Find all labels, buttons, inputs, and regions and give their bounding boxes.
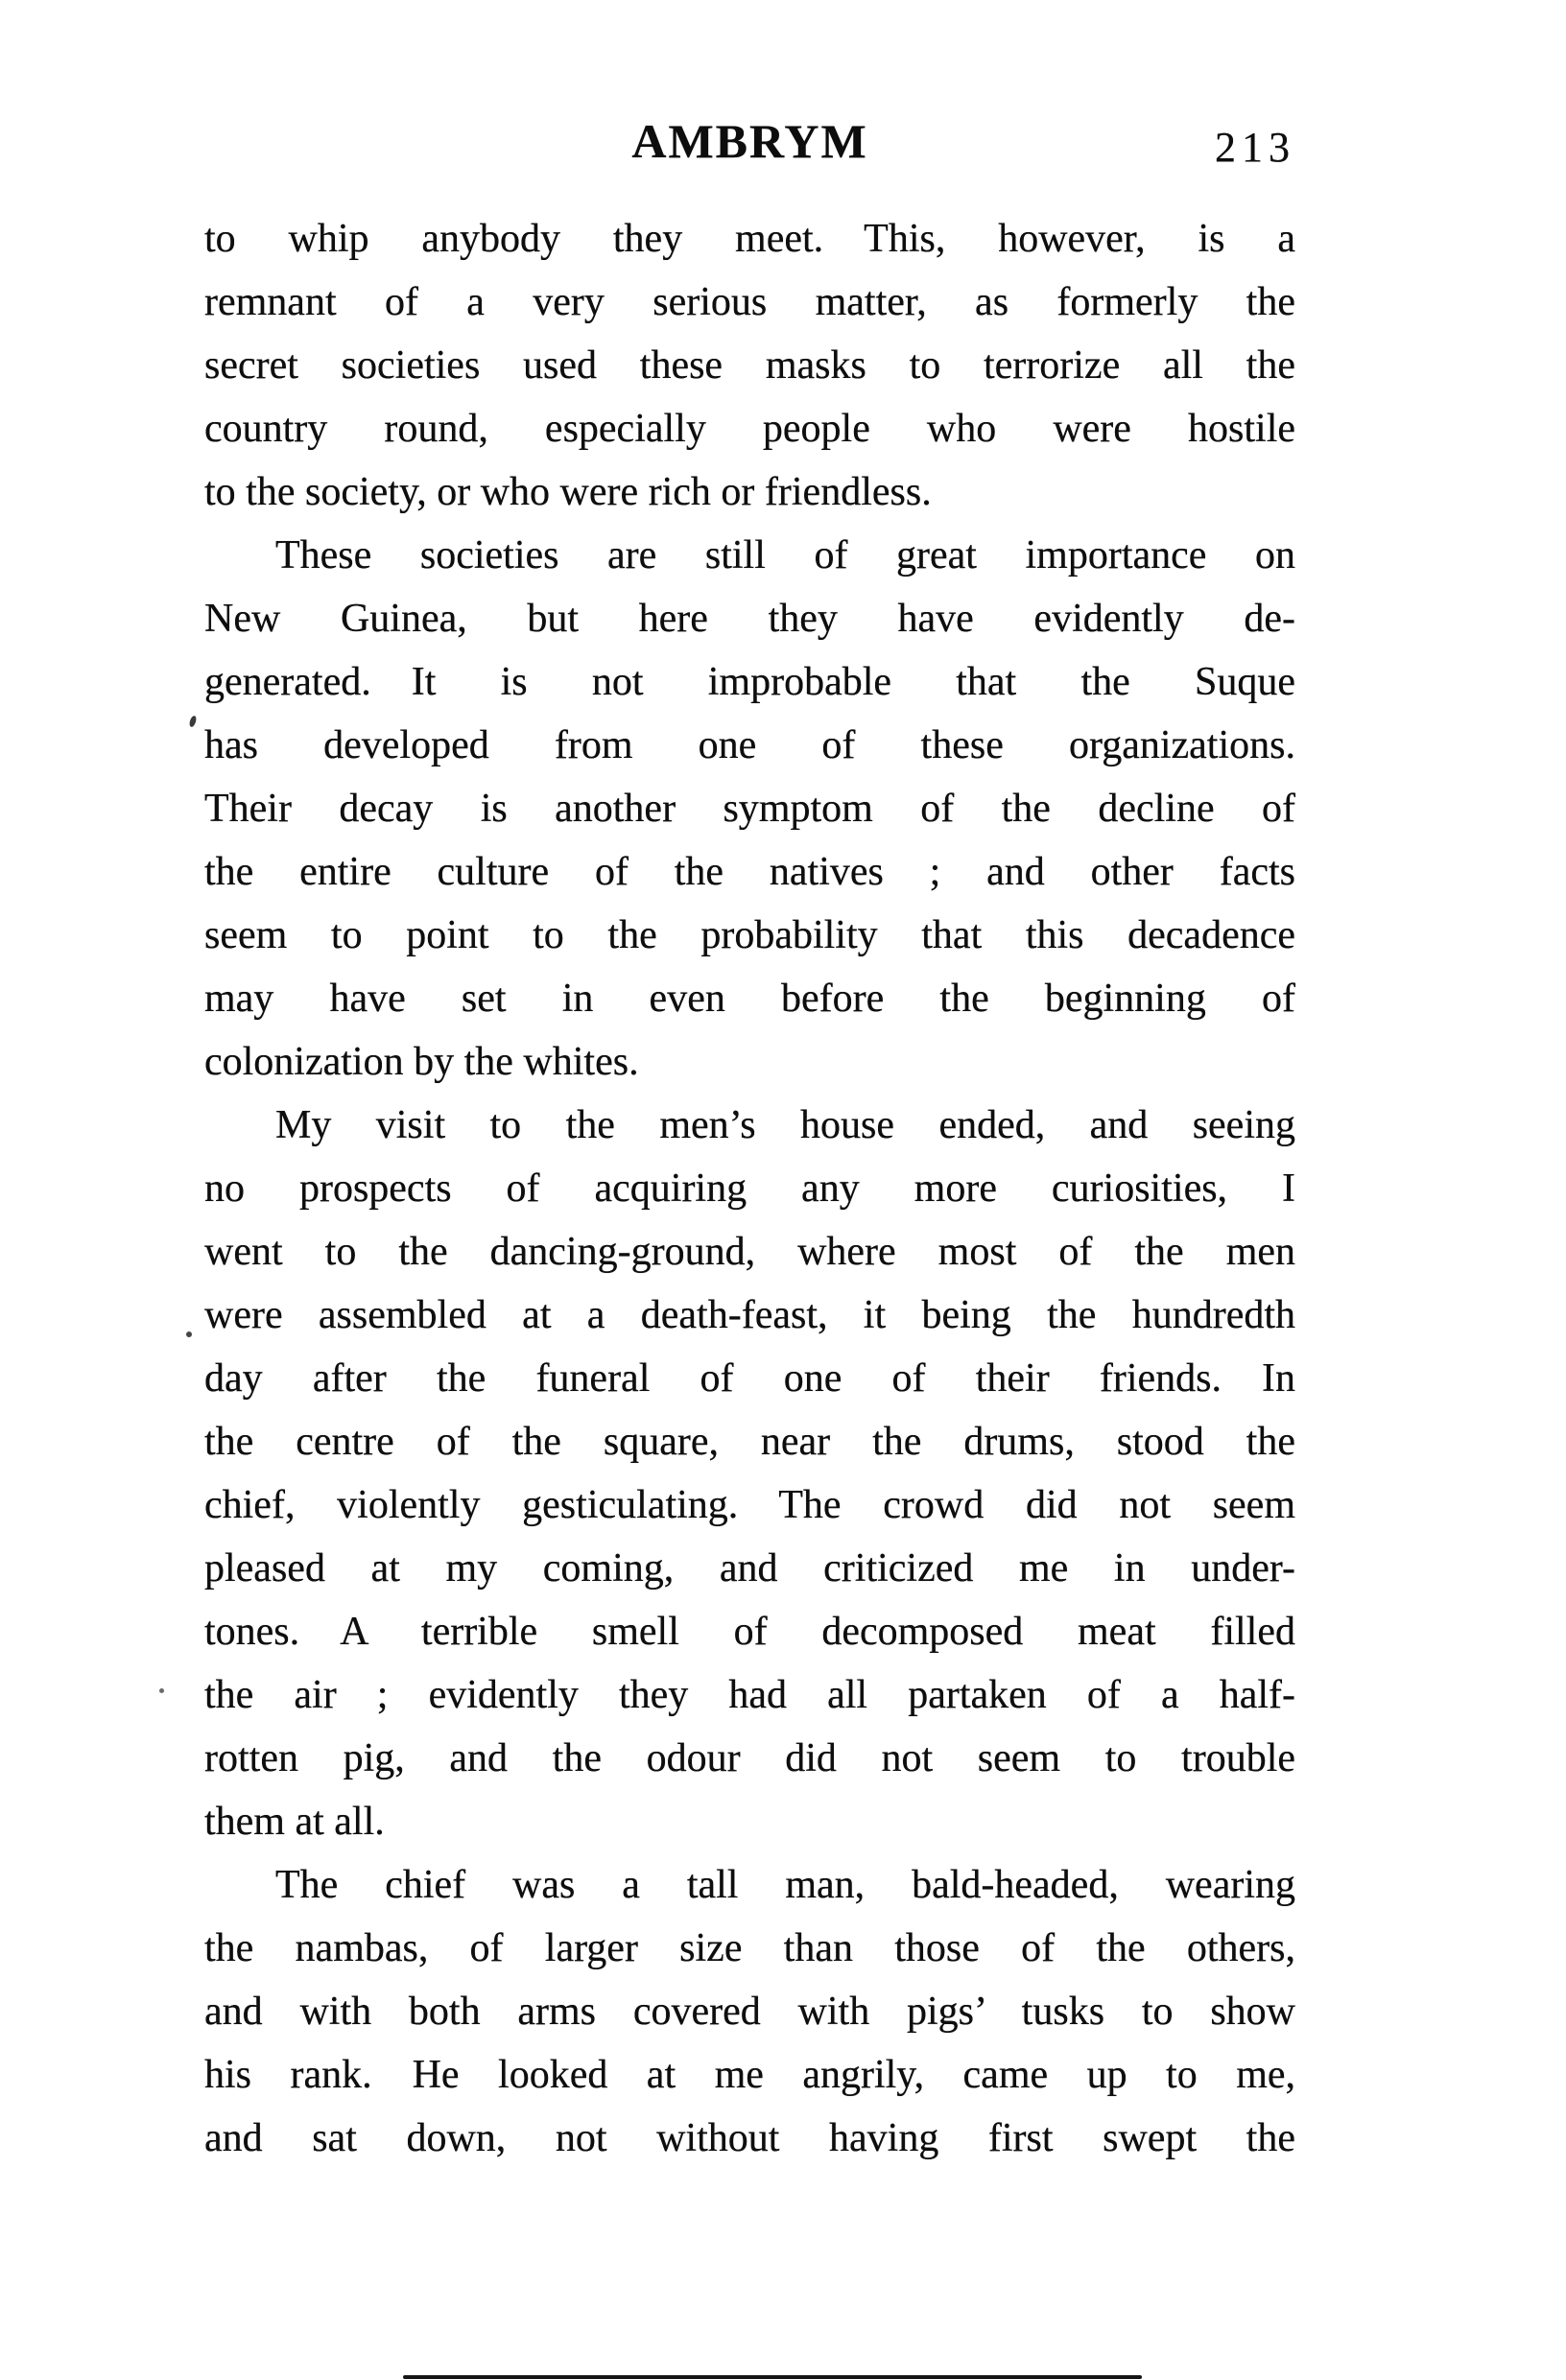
paragraph <box>204 1094 1295 1853</box>
text-line: his rank. He looked at me angrily, came up to me, <box>204 2053 1295 2097</box>
text-line: These societies are still of great importance on <box>275 533 1295 577</box>
text-line: chief, violently gesticulating. The crowd did not seem <box>204 1483 1295 1527</box>
text-line: seem to point to the probability that this decadence <box>204 913 1295 957</box>
scan-artifact-line <box>403 2375 1142 2379</box>
text-line: New Guinea, but here they have evidently de- <box>204 597 1295 641</box>
scan-speck <box>159 1688 164 1693</box>
text-line: may have set in even before the beginning of <box>204 977 1295 1021</box>
text-line: the entire culture of the natives ; and other facts <box>204 850 1295 894</box>
text-line: them at all. <box>204 1800 385 1844</box>
text-line: My visit to the men’s house ended, and seeing <box>275 1103 1295 1147</box>
text-line: to whip anybody they meet. This, however, is a <box>204 217 1295 261</box>
text-line: pleased at my coming, and criticized me in under- <box>204 1546 1295 1591</box>
scan-speck <box>186 1331 192 1337</box>
paragraph <box>204 207 1295 524</box>
text-line: the air ; evidently they had all partaken of a half- <box>204 1673 1295 1717</box>
text-line: day after the funeral of one of their friends. In <box>204 1356 1295 1401</box>
text-line: remnant of a very serious matter, as formerly the <box>204 280 1295 324</box>
text-line: Their decay is another symptom of the decline of <box>204 787 1295 831</box>
text-line: no prospects of acquiring any more curiosities, I <box>204 1166 1295 1211</box>
text-line: rotten pig, and the odour did not seem to trouble <box>204 1736 1295 1780</box>
text-line: were assembled at a death-feast, it being the hundredth <box>204 1293 1295 1337</box>
text-block <box>204 207 1295 2170</box>
text-line: colonization by the whites. <box>204 1040 639 1084</box>
text-line: to the society, or who were rich or friendless. <box>204 470 932 514</box>
text-line: secret societies used these masks to terrorize all the <box>204 343 1295 388</box>
text-line: country round, especially people who were hostile <box>204 407 1295 451</box>
text-line: has developed from one of these organizations. <box>204 723 1295 767</box>
text-line: and sat down, not without having first swept the <box>204 2116 1295 2160</box>
page-title: AMBRYM <box>631 114 868 168</box>
text-line: the centre of the square, near the drums, stood the <box>204 1420 1295 1464</box>
paragraph <box>204 1853 1295 2170</box>
scan-speck <box>188 715 197 727</box>
text-line: generated. It is not improbable that the Suque <box>204 660 1295 704</box>
paragraph <box>204 524 1295 1094</box>
text-line: went to the dancing-ground, where most of the men <box>204 1230 1295 1274</box>
text-line: The chief was a tall man, bald-headed, wearing <box>275 1863 1295 1907</box>
page-number: 213 <box>1215 124 1295 171</box>
text-line: and with both arms covered with pigs’ tusks to show <box>204 1990 1295 2034</box>
text-line: the nambas, of larger size than those of the others, <box>204 1926 1295 1970</box>
running-header <box>204 113 1295 180</box>
text-line: tones. A terrible smell of decomposed meat filled <box>204 1610 1295 1654</box>
